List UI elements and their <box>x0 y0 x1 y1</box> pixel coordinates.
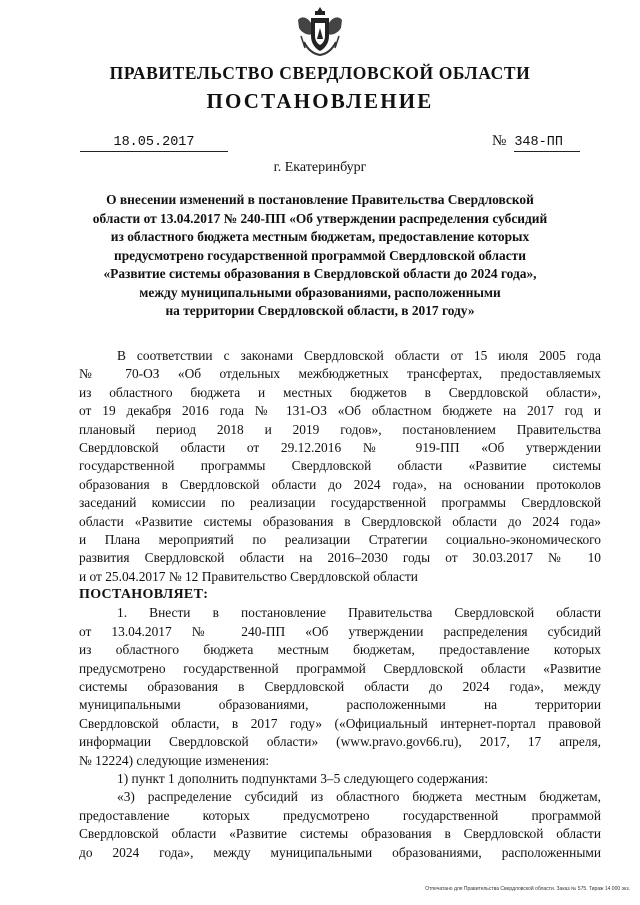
document-city: г. Екатеринбург <box>273 160 367 175</box>
document-number-label: № <box>492 133 507 149</box>
document-number: 348-ПП <box>514 135 580 152</box>
heading-line: предусмотрено государственной программой Свердловской области <box>114 247 526 263</box>
body-line: 1. Внести в постановление Правительства Свердловской области <box>117 605 601 621</box>
body-line: предусмотрено государственной программой Свердловской области «Развитие <box>79 660 601 676</box>
heading-line: «Развитие системы образования в Свердловской области до 2024 года», <box>103 266 537 281</box>
body-line: из областного бюджета и местных бюджетов в Свердловской области», <box>79 384 601 400</box>
body-line: муниципальными образованиями, расположенными на территории <box>79 697 601 713</box>
heading-line: области от 13.04.2017 № 240-ПП «Об утверждении распределения субсидий <box>92 210 548 226</box>
body-line: области «Развитие системы образования в Свердловской области до 2024 года» <box>79 513 601 529</box>
body-line: государственной программы Свердловской области «Развитие системы <box>79 458 601 474</box>
body-line: плановый период 2018 и 2019 годов», постановлением Правительства <box>79 421 601 437</box>
body-line: из областного бюджета местным бюджетам, предоставление которых <box>79 642 601 658</box>
document-type-title: ПОСТАНОВЛЕНИЕ <box>206 89 434 113</box>
body-line: № 70-ОЗ «Об отдельных межбюджетных трансфертах, предоставляемых <box>79 366 601 382</box>
body-line: В соответствии с законами Свердловской области от 15 июля 2005 года <box>117 348 601 363</box>
body-line: предоставление которых предусмотрено государственной программой <box>79 807 601 823</box>
body-line: Свердловской области, в 2017 году» («Официальный интернет-портал правовой <box>79 715 601 731</box>
body-line: заседаний комиссии по реализации государственной программы Свердловской <box>79 495 601 511</box>
document-heading <box>70 191 570 321</box>
document-body <box>79 347 601 862</box>
body-line: системы образования в Свердловской области до 2024 года», между <box>79 679 601 695</box>
body-line: от 19 декабря 2016 года № 131-ОЗ «Об областном бюджете на 2017 год и <box>79 403 601 419</box>
document-date: 18.05.2017 <box>80 135 228 152</box>
body-line: развития Свердловской области на 2016–2030 годы от 30.03.2017 № 10 <box>79 550 601 566</box>
body-line: до 2024 года», между муниципальными образованиями, расположенными <box>79 844 601 860</box>
body-line: № 12224) следующие изменения: <box>79 752 270 768</box>
body-line: и Плана мероприятий по реализации Стратегии социально-экономического <box>79 531 601 547</box>
resolution-keyword: ПОСТАНОВЛЯЕТ: <box>79 587 209 603</box>
heading-line: О внесении изменений в постановление Правительства Свердловской <box>106 192 534 207</box>
heading-line: на территории Свердловской области, в 2017 году» <box>165 303 475 318</box>
heading-line: из областного бюджета местным бюджетам, предоставление которых <box>110 229 530 244</box>
print-footer-note: Отпечатано для Правительства Свердловской области. Заказ № 575. Тираж 14 000 экз. <box>425 886 630 892</box>
body-line: от 13.04.2017 № 240-ПП «Об утверждении распределения субсидий <box>79 623 601 639</box>
body-line: и от 25.04.2017 № 12 Правительство Свердловской области <box>79 568 418 584</box>
body-line: информации Свердловской области» (www.pravo.gov66.ru), 2017, 17 апреля, <box>79 734 601 750</box>
heading-line: между муниципальными образованиями, расположенными <box>139 284 501 300</box>
government-title: ПРАВИТЕЛЬСТВО СВЕРДЛОВСКОЙ ОБЛАСТИ <box>109 63 531 83</box>
body-line: образования в Свердловской области до 2024 года», на основании протоколов <box>79 476 601 492</box>
sverdlovsk-coat-of-arms-icon <box>296 6 344 56</box>
body-line: 1) пункт 1 дополнить подпунктами 3–5 следующего содержания: <box>117 770 489 786</box>
body-line: «3) распределение субсидий из областного бюджета местным бюджетам, <box>117 789 601 805</box>
body-line: Свердловской области «Развитие системы образования в Свердловской области <box>79 826 601 842</box>
document-number-block <box>492 132 580 152</box>
body-line: Свердловской области от 29.12.2016 № 919-ПП «Об утверждении <box>79 439 601 455</box>
